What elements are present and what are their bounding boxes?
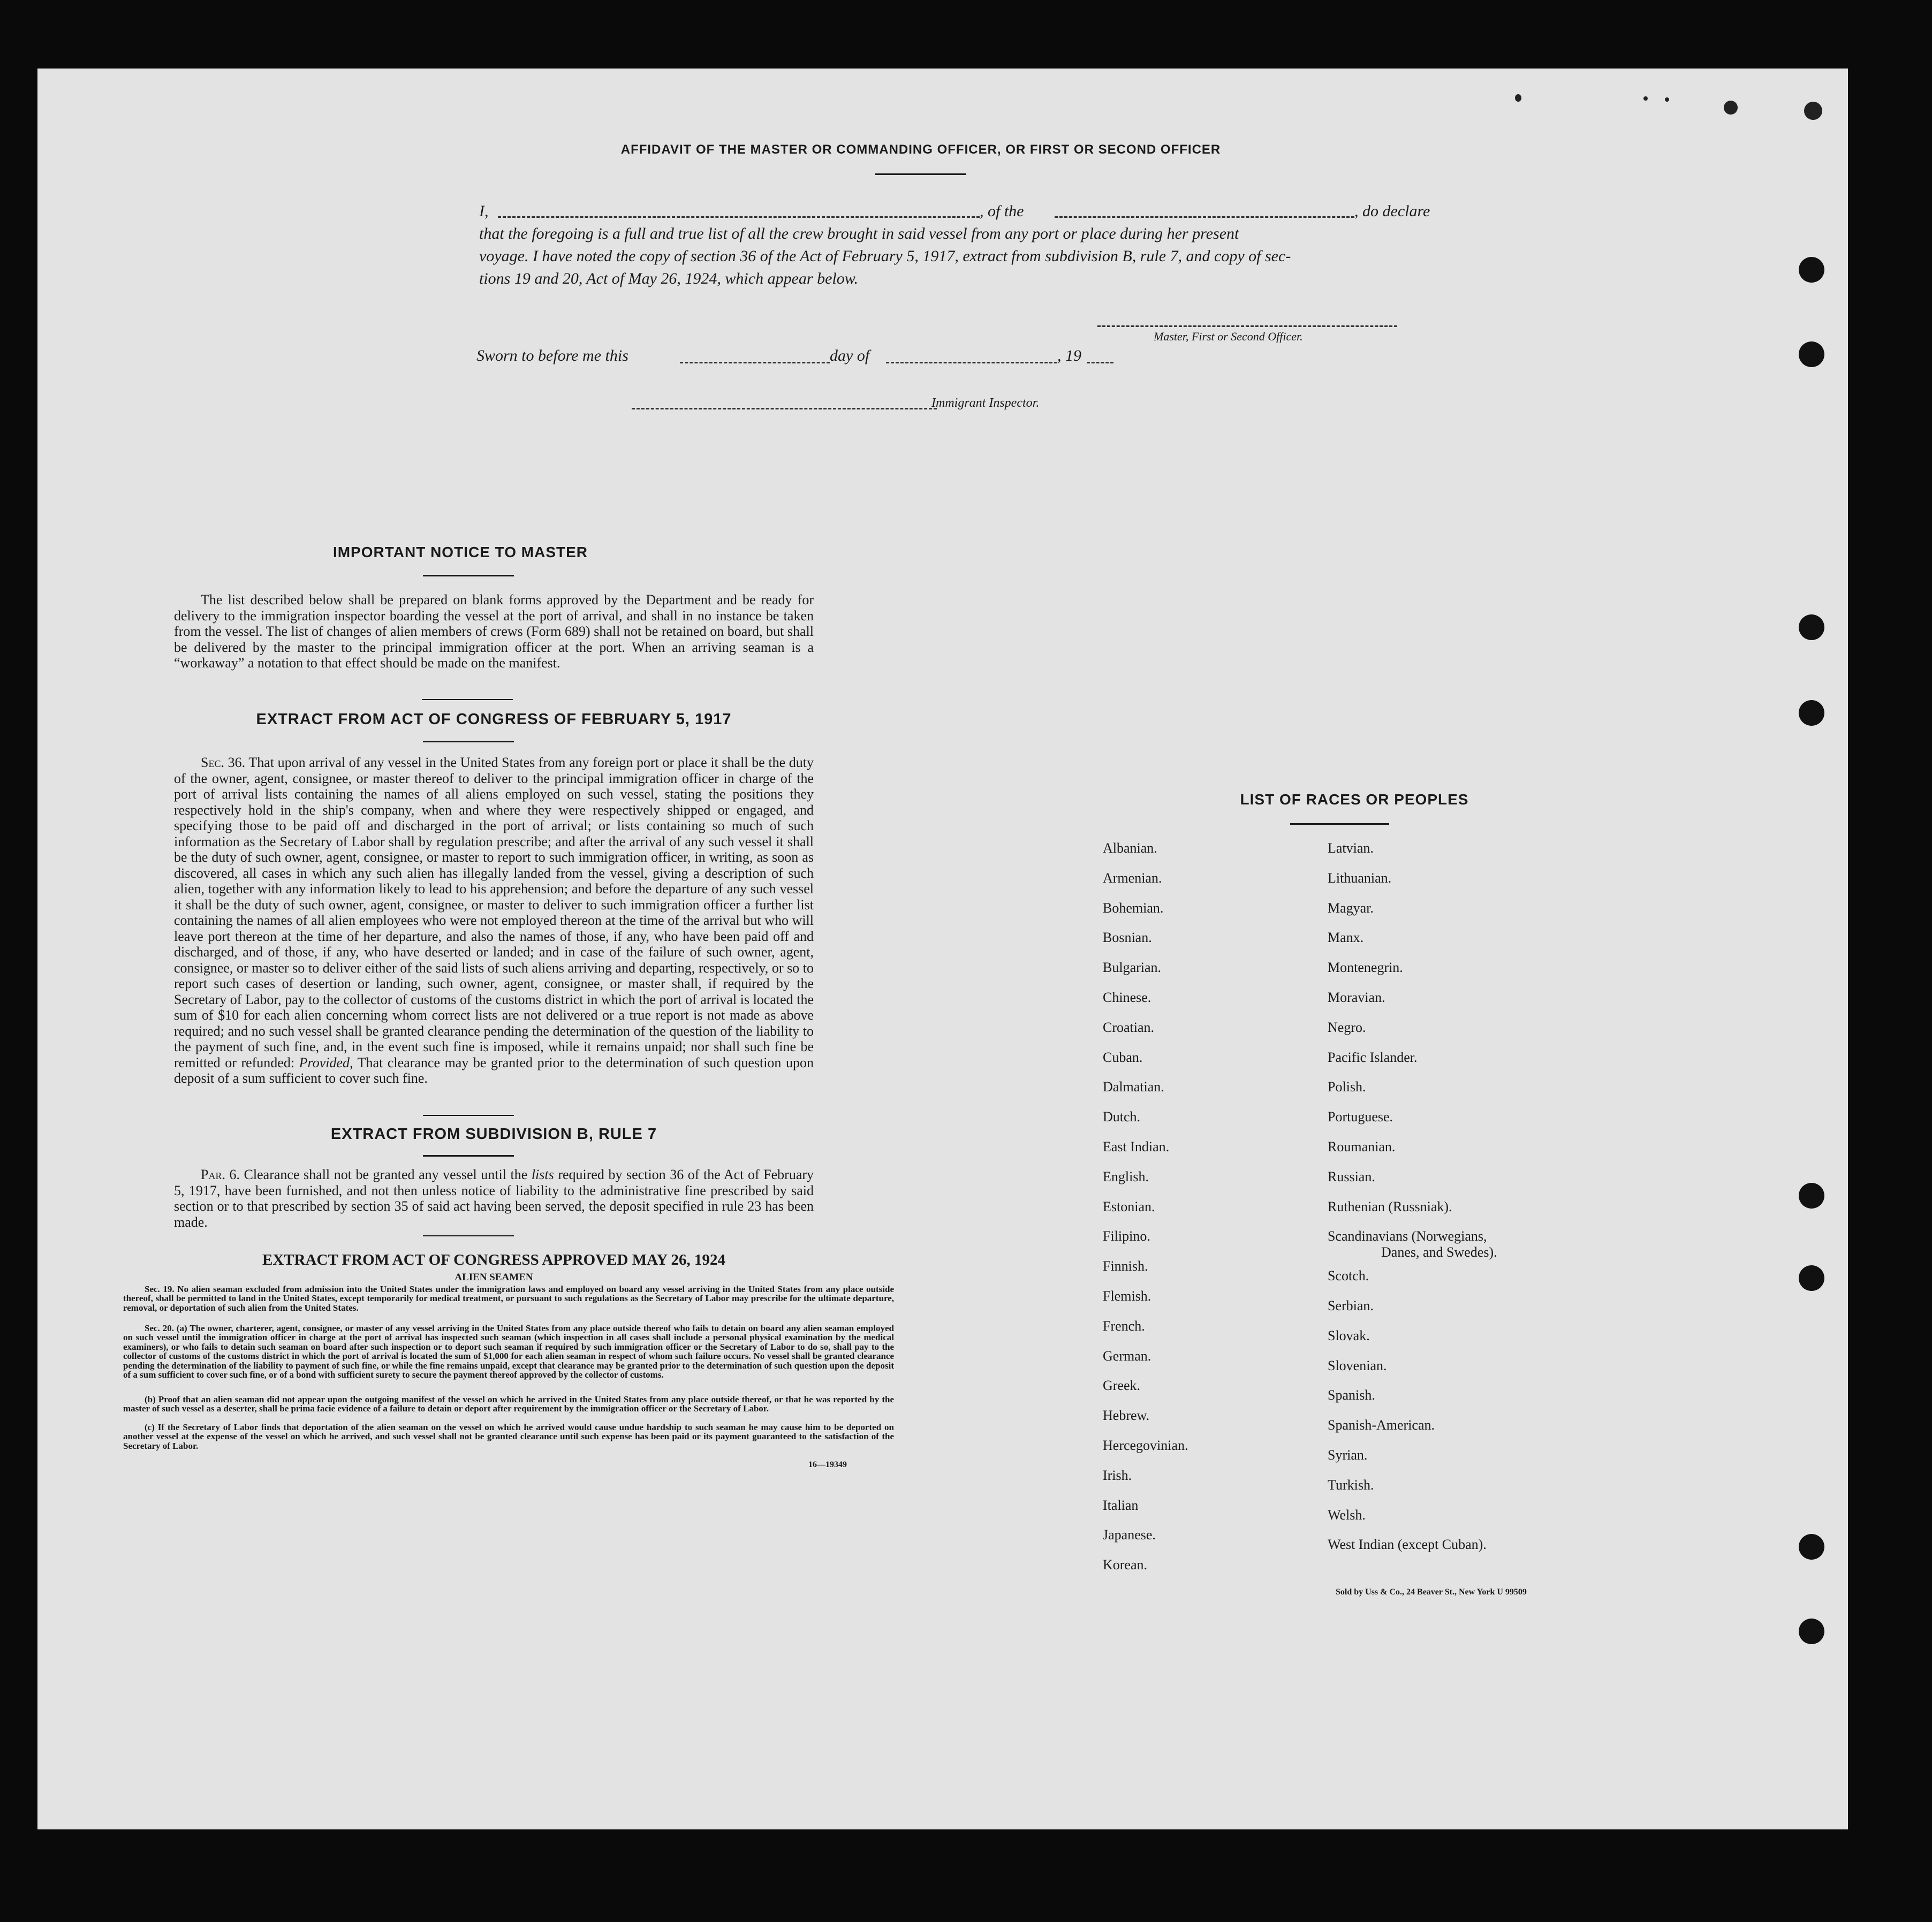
race-item: Ruthenian (Russniak). bbox=[1328, 1198, 1452, 1214]
sec19-text: Sec. 19. No alien seaman excluded from admission into the United States under the immigration laws and employed on board any vessel arriving in the United States from any place outside thereof, shall be permitted to land in the United States, except temporarily for medical treatment, or pursuant to such regulations as the Secretary of Labor may prescribe for the ultimate departure, removal, or deportation of such alien from the United States. bbox=[123, 1284, 894, 1313]
race-item: Dalmatian. bbox=[1103, 1079, 1164, 1095]
sec20a-text: Sec. 20. (a) The owner, charterer, agent, consignee, or master of any vessel arriving in the United States from any place outside thereof who fails to detain on board any alien seaman employed on such vessel until the immigration officer in charge at the port of arrival has inspected such seaman (which inspection in all cases shall include a personal physical examination by the medical examiners), or who fails to detain such seaman on board after such inspection or to deport such seaman if required by such immigration officer or the Secretary of Labor to do so, shall pay to the collector of customs of the customs district in which the port of arrival is located the sum of $1,000 for each alien seaman in respect of whom such failure occurs. No vessel shall be granted clearance pending the determination of the liability to payment of such fine, or while the fine remains unpaid, except that clearance may be granted prior to the determination of such question upon the deposit of a sum sufficient to cover such fine, or of a bond with sufficient surety to secure the payment thereof approved by the collector of customs. bbox=[123, 1323, 894, 1380]
name-blank[interactable] bbox=[498, 216, 980, 218]
vessel-blank[interactable] bbox=[1055, 216, 1354, 218]
sworn-month-blank[interactable] bbox=[886, 362, 1057, 363]
race-item: French. bbox=[1103, 1318, 1145, 1334]
extract1917-body bbox=[174, 755, 814, 1087]
rule7-text-b: required by section 36 of the Act of February 5, 1917, have been furnished, and not then unless notice of liability to the administrative fine prescribed by said section or to that prescribed by section 35 of said act having been served, the deposit specified in rule 23 has been made. bbox=[174, 1167, 814, 1230]
binder-hole bbox=[1799, 1534, 1824, 1560]
extract1924-title: EXTRACT FROM ACT OF CONGRESS APPROVED MAY 26, 1924 bbox=[262, 1251, 725, 1268]
rule7-end-rule bbox=[423, 1235, 514, 1236]
race-item: Negro. bbox=[1328, 1019, 1366, 1035]
notice-rule bbox=[423, 575, 514, 576]
race-item: English. bbox=[1103, 1168, 1149, 1184]
form-number: 16—19349 bbox=[808, 1460, 847, 1469]
race-item: Bohemian. bbox=[1103, 900, 1164, 916]
rule7-rule bbox=[423, 1155, 514, 1157]
extract1917-title: EXTRACT FROM ACT OF CONGRESS OF FEBRUARY 5, 1917 bbox=[256, 711, 732, 728]
race-item: Syrian. bbox=[1328, 1447, 1368, 1463]
race-item: Montenegrin. bbox=[1328, 960, 1403, 976]
notice-end-rule bbox=[422, 699, 513, 700]
race-item: Flemish. bbox=[1103, 1288, 1151, 1304]
sec20b-text: (b) Proof that an alien seaman did not appear upon the outgoing manifest of the vessel on which he arrived in the United States from any place outside thereof, or that he was reported by the master of such vessel as a deserter, shall be prima facie evidence of a failure to detain or deport after requirement by the immigration officer or the Secretary of Labor. bbox=[123, 1394, 894, 1414]
race-item: Scotch. bbox=[1328, 1268, 1369, 1284]
section-36-text: That upon arrival of any vessel in the United States from any foreign port or place it shall be the duty of the owner, agent, consignee, or master thereof to deliver to the principal immigration officer in charge of the port of arrival lists containing the names of all aliens employed on such vessel, stating the positions they respectively hold in the ship's company, when and where they were respectively shipped or engaged, and specifying those to be paid off and discharged in the port of arrival; or lists containing so much of such information as the Secretary of Labor shall by regulation prescribe; and after the arrival of any such vessel it shall be the duty of such owner, agent, consignee, or master to report to such immigration officer, in writing, as soon as discovered, all cases in which any such alien has illegally landed from the vessel, giving a description of such alien, together with any information likely to lead to his apprehension; and before the departure of any such vessel it shall be the duty of such owner, agent, consignee, or master to deliver to such immigration officer a further list containing the names of all alien employees who were not employed thereon at the time of the arrival but who will leave port thereon at the time of her departure, and also the names of those, if any, who have been paid off and discharged, and of those, if any, who have deserted or landed; and in case of the failure of such owner, agent, consignee, or master so to deliver either of the said lists of such aliens arriving and departing, respectively, or so to report such cases of desertion or landing, such owner, agent, consignee, or master shall, if required by the Secretary of Labor, pay to the collector of customs of the customs district in which the port of arrival is located the sum of $10 for each alien concerning whom correct lists are not delivered or a true report is not made as above required; and no such vessel shall be granted clearance pending the determination of the question of the liability to the payment of such fine, and, in the event such fine is imposed, while it remains unpaid; nor shall such fine be remitted or refunded: bbox=[174, 755, 814, 1070]
races-title: LIST OF RACES OR PEOPLES bbox=[1240, 791, 1469, 808]
printer-credit: Sold by Uss & Co., 24 Beaver St., New York U 99509 bbox=[1336, 1587, 1527, 1597]
race-item: Dutch. bbox=[1103, 1109, 1141, 1125]
race-item: Hercegovinian. bbox=[1103, 1438, 1188, 1453]
sec20c-text: (c) If the Secretary of Labor finds that deportation of the alien seaman on the vessel on which he arrived would cause undue hardship to such seaman he may cause him to be deported on another vessel at the expense of the vessel on which he arrived, and such vessel shall not be granted clearance until such expense has been paid or its payment guaranteed to the satisfaction of the Secretary of Labor. bbox=[123, 1422, 894, 1451]
inspector-label: Immigrant Inspector. bbox=[931, 396, 1040, 410]
section-36-text-end: That clearance may be granted prior to the determination of such question upon deposit of a sum sufficient to cover such fine. bbox=[174, 1054, 814, 1086]
race-item: Polish. bbox=[1328, 1079, 1366, 1095]
signature-label: Master, First or Second Officer. bbox=[1154, 330, 1303, 343]
race-item: Hebrew. bbox=[1103, 1408, 1150, 1424]
extract1917-rule bbox=[423, 741, 514, 742]
race-item: Roumanian. bbox=[1328, 1139, 1396, 1154]
race-item: Japanese. bbox=[1103, 1527, 1156, 1543]
affidavit-line1-end: , do declare bbox=[1354, 202, 1430, 220]
rule7-body bbox=[174, 1167, 814, 1230]
race-item: Welsh. bbox=[1328, 1507, 1366, 1523]
affidavit-line2: that the foregoing is a full and true list of all the crew brought in said vessel from any port or place during her present bbox=[479, 225, 1239, 242]
race-item: Spanish. bbox=[1328, 1387, 1375, 1403]
document-page bbox=[37, 69, 1848, 1829]
binder-hole bbox=[1799, 257, 1824, 283]
sworn-day: day of bbox=[830, 347, 870, 364]
race-item: Turkish. bbox=[1328, 1477, 1374, 1493]
sworn-day-blank[interactable] bbox=[680, 362, 830, 363]
race-item: Serbian. bbox=[1328, 1298, 1374, 1313]
race-item: East Indian. bbox=[1103, 1139, 1170, 1154]
rule7-title: EXTRACT FROM SUBDIVISION B, RULE 7 bbox=[330, 1126, 657, 1143]
affidavit-line1-mid: , of the bbox=[980, 202, 1024, 220]
par-6-label: Par. 6. bbox=[201, 1167, 240, 1182]
notice-text: The list described below shall be prepared on blank forms approved by the Department and be ready for delivery to the immigration inspector boarding the vessel at the port of arrival, and shall in no instance be taken from the vessel. The list of changes of alien members of crews (Form 689) shall not be retained on board, but shall be delivered by the master to the principal immigration officer at the port. When an arriving seaman is a “workaway” a notation to that effect should be made on the manifest. bbox=[174, 592, 814, 671]
race-item: Chinese. bbox=[1103, 990, 1151, 1005]
lists-word: lists bbox=[531, 1167, 554, 1182]
race-item: Lithuanian. bbox=[1328, 870, 1392, 886]
race-item: Moravian. bbox=[1328, 990, 1385, 1005]
affidavit-line4: tions 19 and 20, Act of May 26, 1924, which appear below. bbox=[479, 270, 859, 287]
affidavit-line1-prefix: I, bbox=[479, 202, 489, 220]
race-item: Bosnian. bbox=[1103, 930, 1152, 946]
race-item: Scandinavians (Norwegians, bbox=[1328, 1228, 1487, 1244]
section-36-label: Sec. 36. bbox=[201, 755, 246, 770]
race-item: Magyar. bbox=[1328, 900, 1374, 916]
race-item: Croatian. bbox=[1103, 1019, 1155, 1035]
ink-speck bbox=[1804, 102, 1822, 120]
race-item: Cuban. bbox=[1103, 1049, 1143, 1065]
binder-hole bbox=[1799, 700, 1824, 726]
binder-hole bbox=[1799, 1183, 1824, 1209]
binder-hole bbox=[1799, 1619, 1824, 1644]
race-item: Armenian. bbox=[1103, 870, 1162, 886]
race-item: Estonian. bbox=[1103, 1198, 1155, 1214]
ink-speck bbox=[1643, 96, 1648, 101]
affidavit-line3: voyage. I have noted the copy of section 36 of the Act of February 5, 1917, extract from subdivision B, rule 7, and copy of sec- bbox=[479, 247, 1291, 265]
binder-hole bbox=[1799, 1265, 1824, 1291]
extract1924-subtitle: ALIEN SEAMEN bbox=[454, 1272, 533, 1283]
race-item: Pacific Islander. bbox=[1328, 1049, 1418, 1065]
ink-speck bbox=[1515, 94, 1521, 102]
extract1917-end-rule bbox=[423, 1115, 514, 1116]
notice-title: IMPORTANT NOTICE TO MASTER bbox=[332, 544, 588, 560]
ink-speck bbox=[1724, 101, 1738, 115]
sworn-prefix: Sworn to before me this bbox=[476, 347, 628, 364]
race-item: German. bbox=[1103, 1348, 1151, 1364]
signature-blank[interactable] bbox=[1097, 325, 1397, 327]
rule7-text-a: Clearance shall not be granted any vessel until the bbox=[244, 1167, 528, 1182]
race-item: Finnish. bbox=[1103, 1258, 1148, 1274]
race-item: Albanian. bbox=[1103, 840, 1157, 856]
race-item: Korean. bbox=[1103, 1557, 1148, 1573]
sworn-year: , 19 bbox=[1057, 347, 1081, 364]
race-item: Filipino. bbox=[1103, 1228, 1150, 1244]
inspector-blank[interactable] bbox=[632, 408, 937, 409]
race-item: Danes, and Swedes). bbox=[1381, 1244, 1497, 1260]
race-item: Manx. bbox=[1328, 930, 1364, 946]
race-item: Italian bbox=[1103, 1497, 1139, 1513]
race-item: Latvian. bbox=[1328, 840, 1374, 856]
provided-word: Provided, bbox=[299, 1054, 353, 1070]
binder-hole bbox=[1799, 614, 1824, 640]
race-item: Bulgarian. bbox=[1103, 960, 1162, 976]
race-item: Russian. bbox=[1328, 1168, 1375, 1184]
race-item: West Indian (except Cuban). bbox=[1328, 1537, 1487, 1553]
race-item: Spanish-American. bbox=[1328, 1417, 1435, 1433]
race-item: Slovak. bbox=[1328, 1327, 1370, 1343]
race-item: Irish. bbox=[1103, 1467, 1132, 1483]
ink-speck bbox=[1665, 97, 1669, 102]
race-item: Portuguese. bbox=[1328, 1109, 1393, 1125]
sworn-year-blank[interactable] bbox=[1087, 362, 1113, 363]
race-item: Greek. bbox=[1103, 1378, 1141, 1394]
race-item: Slovenian. bbox=[1328, 1357, 1387, 1373]
affidavit-title: AFFIDAVIT OF THE MASTER OR COMMANDING OFFICER, OR FIRST OR SECOND OFFICER bbox=[620, 142, 1221, 157]
binder-hole bbox=[1799, 341, 1824, 367]
races-rule bbox=[1290, 823, 1389, 825]
title-rule bbox=[875, 173, 966, 175]
